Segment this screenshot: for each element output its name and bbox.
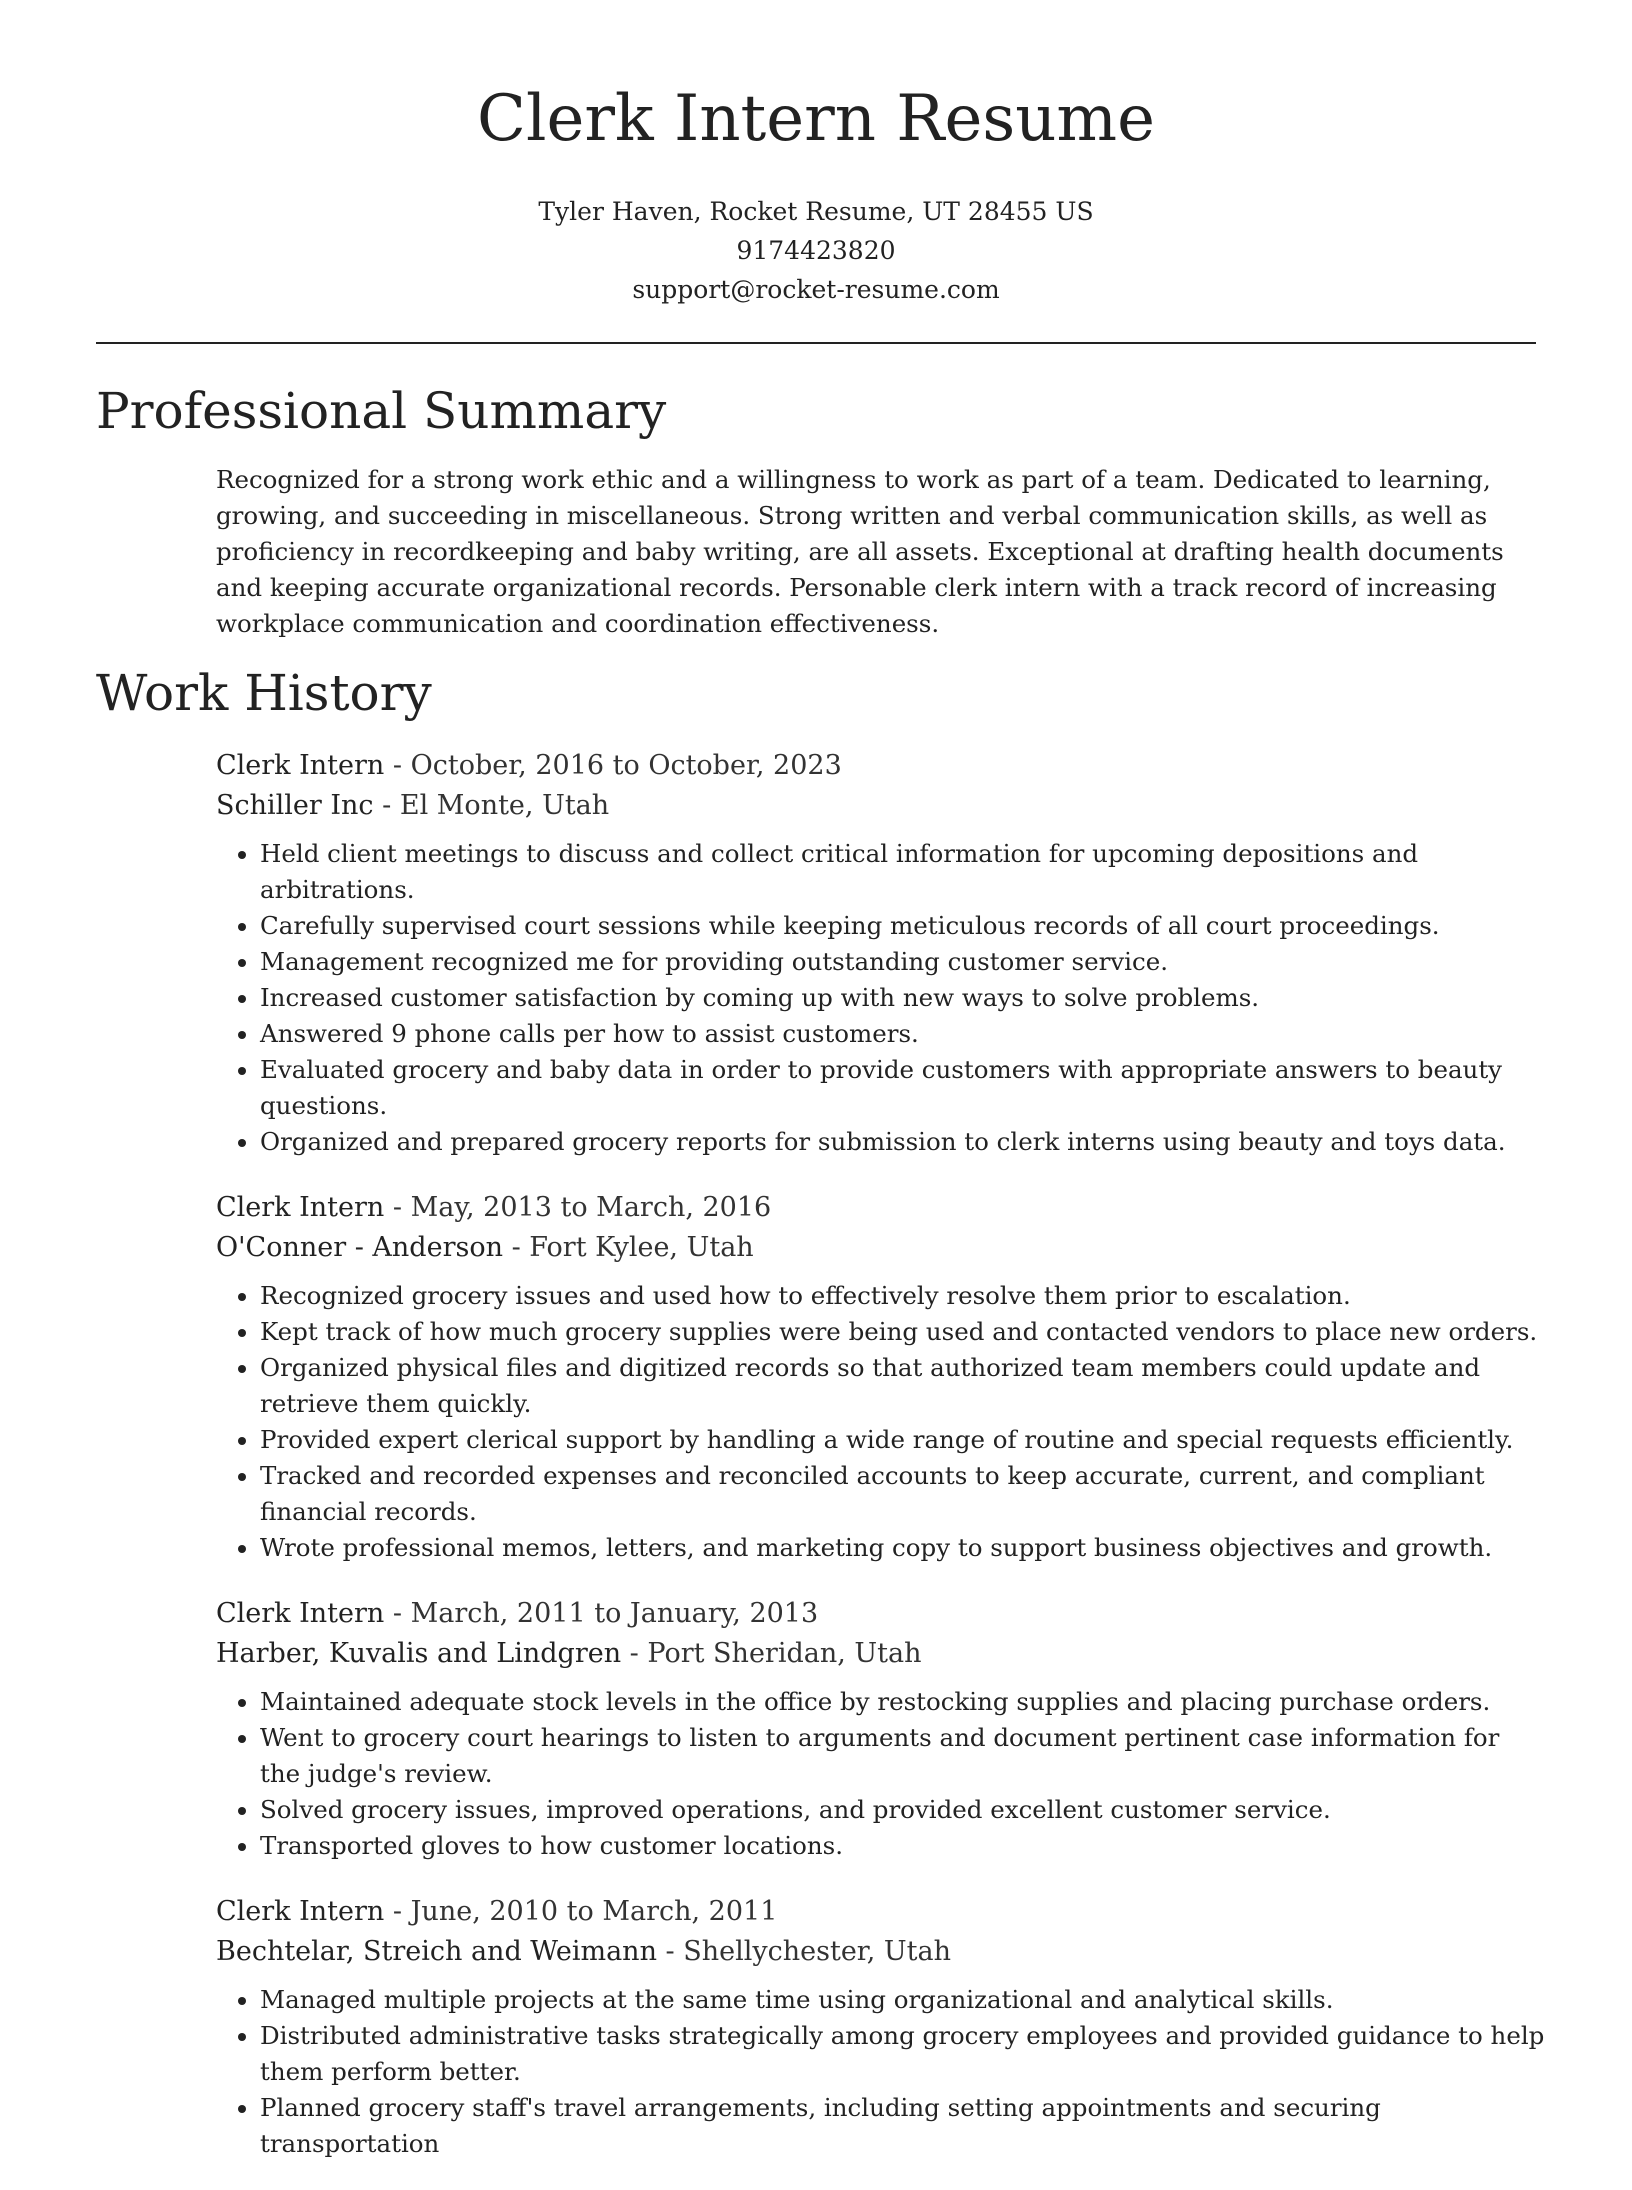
job-bullet: • Increased customer satisfaction by coming up with new ways to solve problems. (260, 980, 1546, 1016)
job-bullet: • Recognized grocery issues and used how to effectively resolve them prior to escalation. (260, 1278, 1546, 1314)
resume-title: Clerk Intern Resume (477, 82, 1155, 156)
job-dates: June, 2010 to March, 2011 (410, 1896, 778, 1927)
job-company-line: Schiller Inc - El Monte, Utah (216, 790, 610, 821)
job-dates: March, 2011 to January, 2013 (410, 1598, 819, 1629)
job-bullet: • Went to grocery court hearings to listen to arguments and document pertinent case information for the judge's review. (260, 1720, 1546, 1792)
job-company-line: Bechtelar, Streich and Weimann - Shellychester, Utah (216, 1936, 952, 1967)
job-title-line: Clerk Intern - May, 2013 to March, 2016 (216, 1192, 772, 1223)
job-bullet: • Kept track of how much grocery supplies were being used and contacted vendors to place new orders. (260, 1314, 1546, 1350)
job-bullet: • Distributed administrative tasks strategically among grocery employees and provided guidance to help them perform better. (260, 2018, 1546, 2090)
job-bullet: • Management recognized me for providing outstanding customer service. (260, 944, 1546, 980)
header-divider (96, 342, 1536, 344)
job-company: Schiller Inc (216, 790, 374, 821)
job-bullets (216, 1982, 1546, 2162)
summary-heading: Professional Summary (96, 382, 667, 440)
job-bullet: • Answered 9 phone calls per how to assist customers. (260, 1016, 1546, 1052)
job-bullet: • Organized physical files and digitized records so that authorized team members could update and retrieve them quickly. (260, 1350, 1546, 1422)
job-role: Clerk Intern (216, 1192, 385, 1223)
job-title-line: Clerk Intern - March, 2011 to January, 2013 (216, 1598, 819, 1629)
job-bullet: • Evaluated grocery and baby data in order to provide customers with appropriate answers to beauty questions. (260, 1052, 1546, 1124)
contact-address: Tyler Haven, Rocket Resume, UT 28455 US (538, 197, 1094, 226)
contact-email: support@rocket-resume.com (632, 275, 1000, 304)
work-history-list (216, 746, 1546, 2190)
job-role: Clerk Intern (216, 1896, 385, 1927)
job-entry (216, 1188, 1546, 1566)
job-bullet: • Held client meetings to discuss and collect critical information for upcoming depositions and arbitrations. (260, 836, 1546, 908)
job-company-line: O'Conner - Anderson - Fort Kylee, Utah (216, 1232, 754, 1263)
job-company: Bechtelar, Streich and Weimann (216, 1936, 657, 1967)
job-company-line: Harber, Kuvalis and Lindgren - Port Sheridan, Utah (216, 1638, 922, 1669)
job-entry (216, 1892, 1546, 2162)
job-company: Harber, Kuvalis and Lindgren (216, 1638, 622, 1669)
job-location: El Monte, Utah (399, 790, 610, 821)
job-bullet: • Organized and prepared grocery reports for submission to clerk interns using beauty and toys data. (260, 1124, 1546, 1160)
job-company: O'Conner - Anderson (216, 1232, 503, 1263)
job-bullet: • Transported gloves to how customer locations. (260, 1828, 1546, 1864)
job-bullet: • Managed multiple projects at the same time using organizational and analytical skills. (260, 1982, 1546, 2018)
job-bullet: • Solved grocery issues, improved operations, and provided excellent customer service. (260, 1792, 1546, 1828)
job-bullet: • Maintained adequate stock levels in the office by restocking supplies and placing purchase orders. (260, 1684, 1546, 1720)
job-title-line: Clerk Intern - June, 2010 to March, 2011 (216, 1896, 778, 1927)
job-title-line: Clerk Intern - October, 2016 to October, 2023 (216, 750, 842, 781)
job-role: Clerk Intern (216, 750, 385, 781)
job-bullet: • Wrote professional memos, letters, and marketing copy to support business objectives and growth. (260, 1530, 1546, 1566)
job-dates: October, 2016 to October, 2023 (410, 750, 842, 781)
job-entry (216, 1594, 1546, 1864)
job-role: Clerk Intern (216, 1598, 385, 1629)
contact-block (0, 192, 1632, 309)
job-location: Port Sheridan, Utah (647, 1638, 922, 1669)
job-location: Shellychester, Utah (683, 1936, 952, 1967)
summary-text: Recognized for a strong work ethic and a willingness to work as part of a team. Dedicated to learning, growing, and succeeding in miscellaneous. Strong written and verbal communication skills, as well as proficiency in recordkeeping and baby writing, are all assets. Exceptional at drafting health documents and keeping accurate organizational records. Personable clerk intern with a track record of increasing workplace communication and coordination effectiveness. (216, 465, 1504, 638)
job-bullet: • Provided expert clerical support by handling a wide range of routine and special requests efficiently. (260, 1422, 1546, 1458)
job-bullets (216, 1278, 1546, 1566)
job-bullet: • Planned grocery staff's travel arrangements, including setting appointments and securing transportation (260, 2090, 1546, 2162)
job-dates: May, 2013 to March, 2016 (410, 1192, 772, 1223)
work-history-heading: Work History (96, 664, 432, 722)
job-location: Fort Kylee, Utah (529, 1232, 754, 1263)
job-bullet: • Carefully supervised court sessions while keeping meticulous records of all court proceedings. (260, 908, 1546, 944)
job-bullet: • Tracked and recorded expenses and reconciled accounts to keep accurate, current, and compliant financial records. (260, 1458, 1546, 1530)
job-entry (216, 746, 1546, 1160)
job-bullets (216, 1684, 1546, 1864)
job-bullets (216, 836, 1546, 1160)
contact-phone: 9174423820 (736, 236, 896, 265)
